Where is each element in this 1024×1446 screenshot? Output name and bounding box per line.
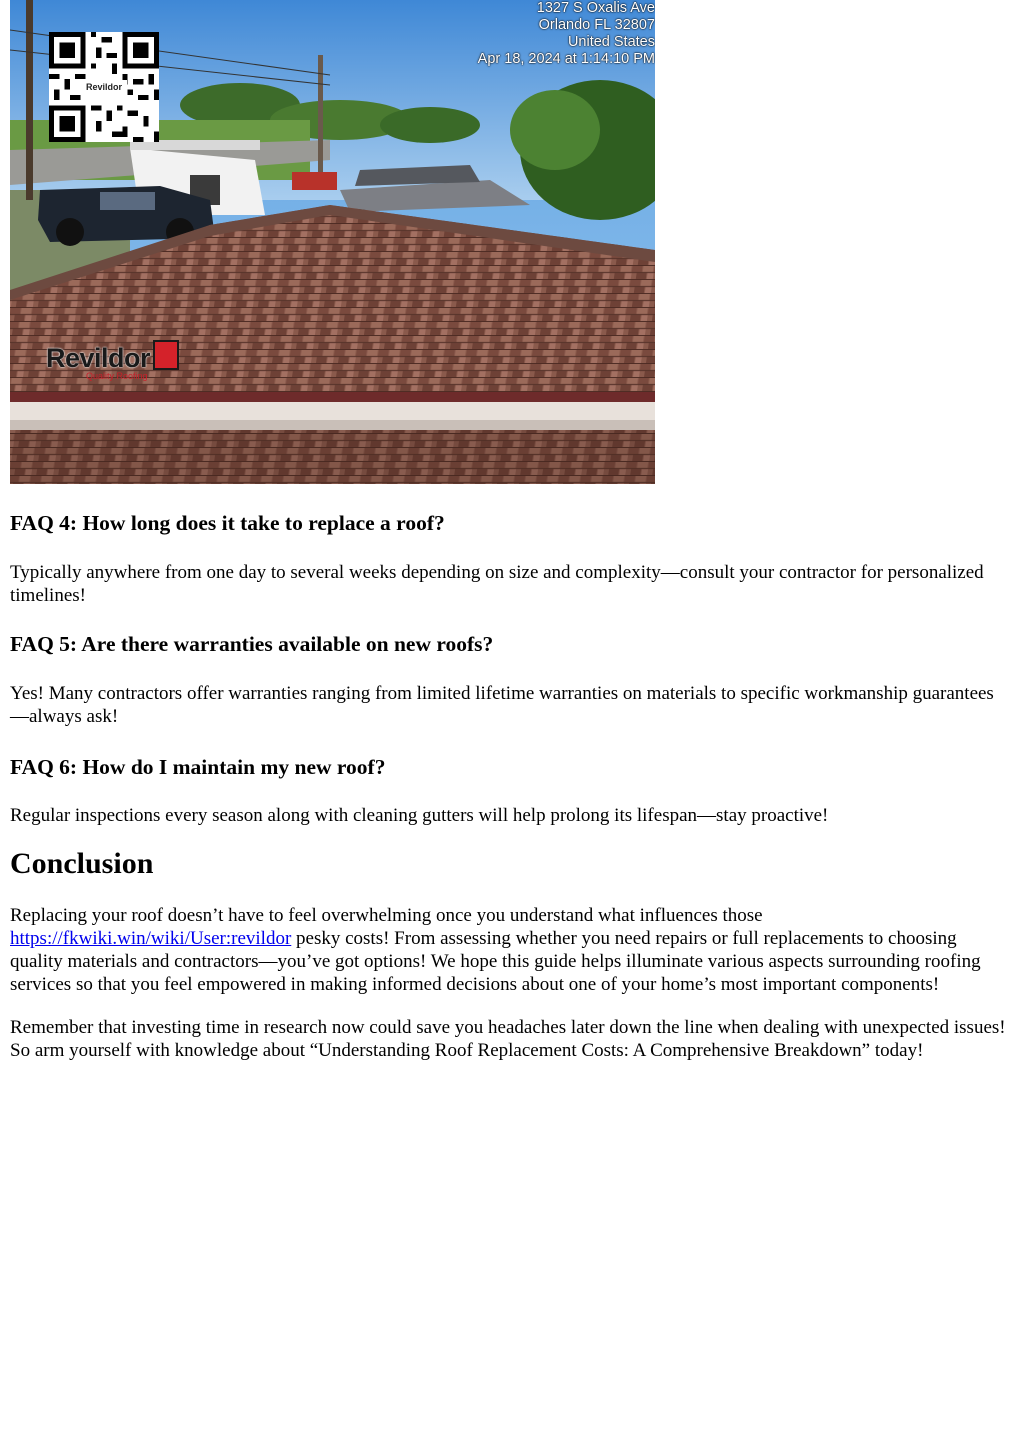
logo-tagline: Quality Roofing — [86, 371, 148, 381]
conclusion-paragraph-2: Remember that investing time in research now could save you headaches later down the line when dealing with unexpected issues! So arm yourself with knowledge about “Understanding Roof Replacement Costs: A Comprehensive Breakdown” today! — [10, 1017, 1006, 1061]
faq5-answer: Yes! Many contractors offer warranties ranging from limited lifetime warranties on materials to specific workmanship guarantees—always ask! — [10, 683, 994, 727]
faq6-answer: Regular inspections every season along with cleaning gutters will help prolong its lifespan—stay proactive! — [10, 805, 829, 826]
company-logo — [46, 340, 179, 381]
revildor-profile-link[interactable]: https://fkwiki.win/wiki/User:revildor — [10, 928, 292, 949]
conclusion-text-after-link: pesky costs! From assessing whether you need repairs or full replacements to choosing quality materials and contractors—you’ve got options! We hope this guide helps illuminate various aspects surrounding roofing services so that you feel empowered in making informed decisions about one of your home’s most important components! — [10, 928, 981, 995]
conclusion-heading: Conclusion — [10, 847, 154, 880]
faq4-heading: FAQ 4: How long does it take to replace a roof? — [10, 511, 445, 535]
faq4-answer: Typically anywhere from one day to several weeks depending on size and complexity—consult your contractor for personalized timelines! — [10, 562, 984, 606]
faq5-heading: FAQ 5: Are there warranties available on new roofs? — [10, 632, 494, 656]
stamp-address: 1327 S Oxalis Ave — [536, 0, 655, 16]
faq6-heading: FAQ 6: How do I maintain my new roof? — [10, 755, 386, 779]
photo-location-stamp — [478, 0, 655, 68]
qr-logo-label: Revildor — [81, 80, 127, 94]
stamp-city: Orlando FL 32807 — [538, 17, 655, 33]
logo-badge-icon — [153, 340, 179, 370]
logo-word: Revildor — [46, 343, 151, 373]
qr-code — [49, 32, 159, 142]
roof-photo — [10, 0, 655, 484]
conclusion-text-before-link: Replacing your roof doesn’t have to feel overwhelming once you understand what influences those — [10, 905, 763, 926]
article — [10, 0, 1010, 1062]
stamp-country: United States — [567, 34, 655, 50]
stamp-datetime: Apr 18, 2024 at 1:14:10 PM — [477, 51, 655, 67]
conclusion-paragraph-1 — [10, 904, 1010, 996]
